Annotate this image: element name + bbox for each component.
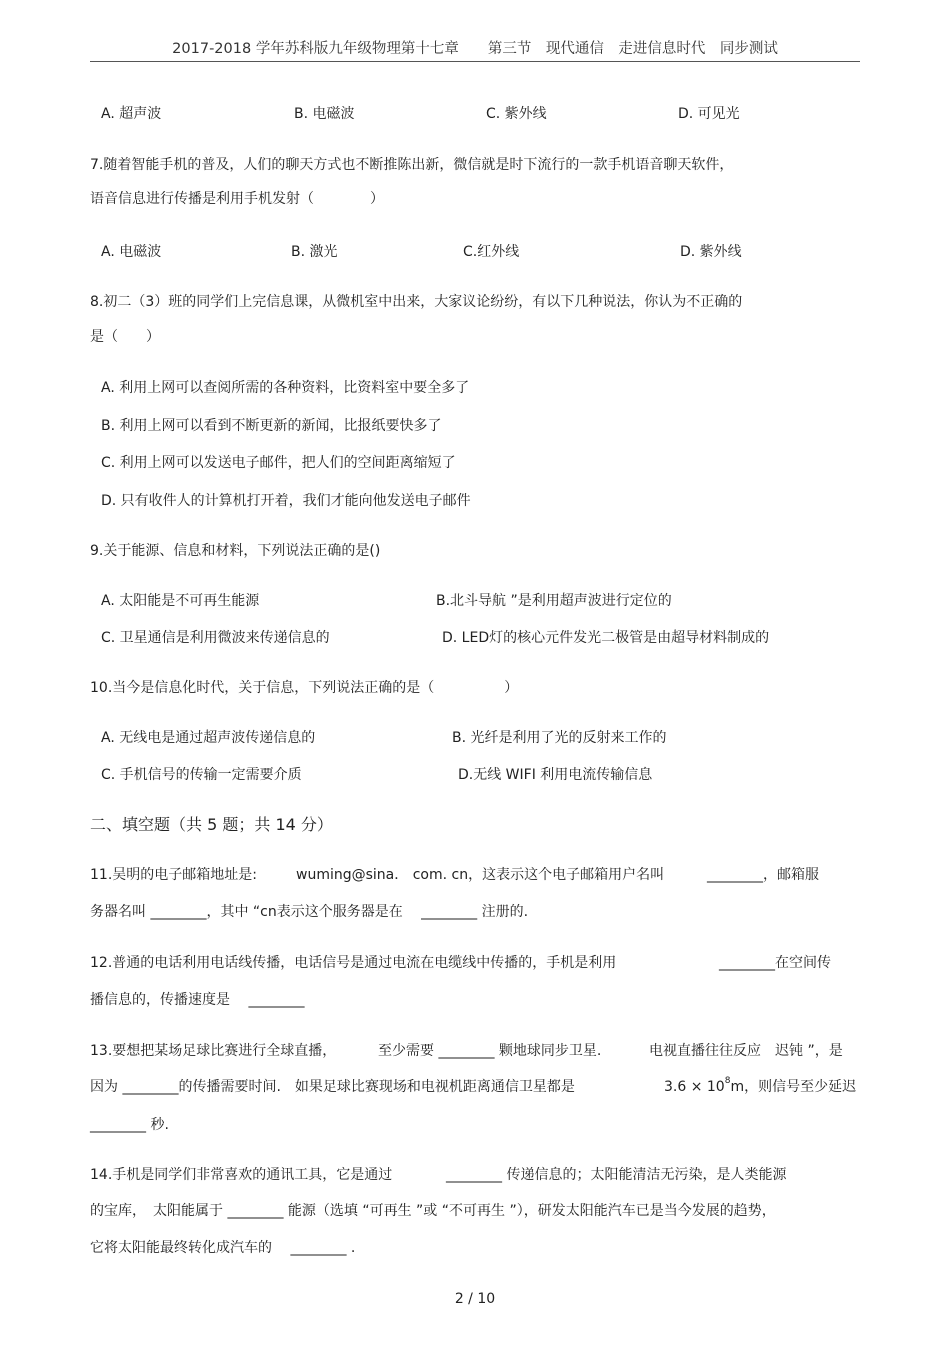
q8-option-b: B. 利用上网可以看到不断更新的新闻，比报纸要快多了	[101, 418, 442, 434]
q13-distance-value	[664, 1076, 856, 1096]
q14-line2: 的宝库， 太阳能属于 ________ 能源（选填 “可再生 ”或 “不可再生 ”），研发太阳能汽车已是当今发展的趋势，	[90, 1203, 776, 1219]
header-rule	[90, 61, 860, 62]
q9-option-c: C. 卫星通信是利用微波来传递信息的	[101, 630, 330, 646]
q9-option-d: D. LED灯的核心元件发光二极管是由超导材料制成的	[442, 630, 770, 646]
q10-option-c: C. 手机信号的传输一定需要介质	[101, 767, 302, 783]
page-number: 2 / 10	[454, 1291, 496, 1307]
q12-line2: 播信息的，传播速度是 ________	[90, 992, 305, 1008]
q12-line1-start: 12.普通的电话利用电话线传播，电话信号是通过电流在电缆线中传播的，手机是利用	[90, 955, 617, 971]
q8-stem-line1: 8.初二（3）班的同学们上完信息课，从微机室中出来，大家议论纷纷，有以下几种说法，你认为不正确的	[90, 294, 743, 310]
q8-option-a: A. 利用上网可以查阅所需的各种资料，比资料室中要全多了	[101, 380, 470, 396]
q7-option-a: A. 电磁波	[101, 244, 162, 260]
section-title: 二、填空题（共 5 题；共 14 分）	[90, 815, 333, 834]
q6-option-c: C. 紫外线	[486, 106, 547, 122]
q11-line1-end: ________，邮箱服	[707, 867, 819, 883]
q8-option-c: C. 利用上网可以发送电子邮件，把人们的空间距离缩短了	[101, 455, 456, 471]
q7-option-c: C.红外线	[463, 244, 520, 260]
q14-line1-end: ________ 传递信息的；太阳能清洁无污染，是人类能源	[446, 1167, 787, 1183]
q6-option-a: A. 超声波	[101, 106, 162, 122]
q13-line2-end: m，则信号至少延迟	[730, 1079, 857, 1095]
page-header: 2017-2018 学年苏科版九年级物理第十七章 第三节 现代通信 走进信息时代 同步测试	[172, 41, 778, 57]
q12-line1-end: ________在空间传	[719, 955, 831, 971]
q10-option-d: D.无线 WIFI 利用电流传输信息	[458, 767, 653, 783]
q13-line1-end: 电视直播往往反应 迟钝 ”，是	[649, 1043, 843, 1059]
q6-option-b: B. 电磁波	[294, 106, 355, 122]
q6-option-d: D. 可见光	[678, 106, 740, 122]
q10-stem: 10.当今是信息化时代，关于信息，下列说法正确的是（ ）	[90, 680, 519, 696]
q13-distance-base: 3.6 × 10	[664, 1079, 725, 1095]
q9-option-a: A. 太阳能是不可再生能源	[101, 593, 260, 609]
q11-line1-start: 11.吴明的电子邮箱地址是:	[90, 867, 257, 883]
q7-stem-line1: 7.随着智能手机的普及，人们的聊天方式也不断推陈出新，微信就是时下流行的一款手机语音聊天软件，	[90, 157, 734, 173]
q8-option-d: D. 只有收件人的计算机打开着，我们才能向他发送电子邮件	[101, 493, 471, 509]
q8-stem-line2: 是（ ）	[90, 329, 160, 345]
q7-stem-line2: 语音信息进行传播是利用手机发射（ ）	[90, 191, 384, 207]
q13-line1-start: 13.要想把某场足球比赛进行全球直播，	[90, 1043, 337, 1059]
q14-line3: 它将太阳能最终转化成汽车的 ________ .	[90, 1240, 356, 1256]
q13-line1-mid: 至少需要 ________ 颗地球同步卫星.	[378, 1043, 602, 1059]
q9-stem: 9.关于能源、信息和材料，下列说法正确的是()	[90, 543, 381, 559]
q10-option-b: B. 光纤是利用了光的反射来工作的	[452, 730, 667, 746]
q14-line1-start: 14.手机是同学们非常喜欢的通讯工具，它是通过	[90, 1167, 393, 1183]
q9-option-b: B.北斗导航 ”是利用超声波进行定位的	[436, 593, 672, 609]
q7-option-b: B. 激光	[291, 244, 338, 260]
q13-line2-start: 因为 ________的传播需要时间. 如果足球比赛现场和电视机距离通信卫星都是	[90, 1079, 575, 1095]
q11-line2: 务器名叫 ________，其中 “cn表示这个服务器是在 ________ 注册的.	[90, 904, 529, 920]
q10-option-a: A. 无线电是通过超声波传递信息的	[101, 730, 316, 746]
q11-line1-mid: wuming@sina． com. cn，这表示这个电子邮箱用户名叫	[296, 867, 665, 883]
q7-option-d: D. 紫外线	[680, 244, 742, 260]
q13-line3: ________ 秒.	[90, 1117, 169, 1133]
q13-distance-exponent: 8	[724, 1076, 731, 1087]
